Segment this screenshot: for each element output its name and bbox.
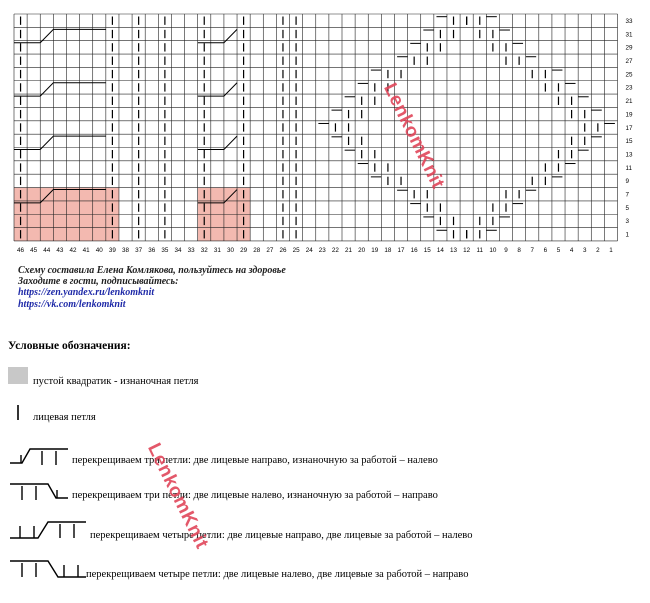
col-label: 1 bbox=[609, 246, 613, 254]
legend-item-purl: пустой квадратик - изнаночная петля bbox=[33, 376, 199, 387]
row-label: 21 bbox=[625, 98, 633, 106]
legend-empty-square-icon bbox=[8, 367, 28, 384]
knitting-chart bbox=[0, 0, 650, 260]
col-label: 18 bbox=[384, 246, 392, 254]
row-label: 33 bbox=[625, 17, 633, 25]
col-label: 6 bbox=[543, 246, 548, 254]
col-label: 30 bbox=[226, 246, 234, 254]
row-label: 7 bbox=[625, 191, 630, 199]
col-label: 42 bbox=[69, 246, 77, 254]
col-label: 10 bbox=[489, 246, 497, 254]
legend-item-cross3-right: перекрещиваем три петли: две лицевые направо, изнаночную за работой – налево bbox=[72, 455, 438, 466]
col-label: 46 bbox=[17, 246, 25, 254]
row-label: 23 bbox=[625, 84, 633, 92]
col-label: 9 bbox=[504, 246, 508, 254]
col-label: 5 bbox=[556, 246, 561, 254]
col-label: 28 bbox=[253, 246, 261, 254]
col-label: 38 bbox=[122, 246, 130, 254]
row-label: 15 bbox=[625, 138, 633, 146]
watermark-top: LenkomKnit bbox=[379, 80, 449, 193]
col-label: 11 bbox=[476, 246, 484, 254]
col-label: 24 bbox=[305, 246, 313, 254]
col-label: 4 bbox=[569, 246, 574, 254]
col-label: 31 bbox=[213, 246, 221, 254]
row-label: 9 bbox=[625, 178, 630, 186]
col-label: 15 bbox=[423, 246, 431, 254]
col-label: 36 bbox=[148, 246, 156, 254]
col-label: 19 bbox=[371, 246, 379, 254]
col-label: 27 bbox=[266, 246, 274, 254]
row-label: 11 bbox=[625, 164, 633, 172]
col-label: 7 bbox=[530, 246, 534, 254]
col-label: 29 bbox=[240, 246, 248, 254]
col-label: 40 bbox=[95, 246, 103, 254]
legend-title: Условные обозначения: bbox=[8, 340, 131, 352]
knit-stitch-icon bbox=[8, 403, 28, 423]
row-label: 17 bbox=[625, 124, 633, 132]
row-label: 3 bbox=[625, 218, 630, 226]
row-label: 5 bbox=[625, 204, 630, 212]
col-label: 17 bbox=[397, 246, 405, 254]
col-label: 20 bbox=[358, 246, 366, 254]
col-label: 2 bbox=[596, 246, 600, 254]
col-label: 14 bbox=[436, 246, 444, 254]
vk-link[interactable]: https://vk.com/lenkomknit bbox=[18, 298, 126, 310]
col-label: 26 bbox=[279, 246, 287, 254]
col-label: 3 bbox=[582, 246, 587, 254]
col-label: 44 bbox=[43, 246, 51, 254]
cross-four-left-icon bbox=[8, 555, 88, 581]
col-label: 23 bbox=[318, 246, 326, 254]
col-label: 21 bbox=[345, 246, 353, 254]
col-label: 25 bbox=[292, 246, 300, 254]
row-label: 29 bbox=[625, 44, 633, 52]
legend-item-cross4-left: перекрещиваем четыре петли: две лицевые налево, две лицевые за работой – направо bbox=[86, 569, 469, 580]
cross-three-left-icon bbox=[8, 478, 70, 504]
row-label: 13 bbox=[625, 151, 633, 159]
col-label: 45 bbox=[30, 246, 38, 254]
row-label: 25 bbox=[625, 71, 633, 79]
legend-item-cross3-left: перекрещиваем три петли: две лицевые налево, изнаночную за работой – направо bbox=[72, 490, 438, 501]
row-label: 1 bbox=[625, 231, 630, 239]
col-label: 16 bbox=[410, 246, 418, 254]
col-label: 43 bbox=[56, 246, 64, 254]
col-label: 8 bbox=[517, 246, 521, 254]
zen-link[interactable]: https://zen.yandex.ru/lenkomknit bbox=[18, 287, 155, 299]
col-label: 12 bbox=[463, 246, 471, 254]
col-label: 33 bbox=[187, 246, 195, 254]
col-label: 13 bbox=[450, 246, 458, 254]
cross-three-right-icon bbox=[8, 443, 70, 469]
watermark-bottom: LenkomKnit bbox=[143, 440, 213, 553]
col-label: 35 bbox=[161, 246, 169, 254]
col-label: 39 bbox=[108, 246, 116, 254]
credits-line-1: Схему составила Елена Комлякова, пользуйтесь на здоровье bbox=[18, 265, 286, 276]
col-label: 32 bbox=[200, 246, 208, 254]
col-label: 22 bbox=[331, 246, 339, 254]
col-label: 37 bbox=[135, 246, 143, 254]
col-label: 41 bbox=[82, 246, 90, 254]
credits-line-2: Заходите в гости, подписывайтесь: bbox=[18, 276, 179, 288]
row-label: 27 bbox=[625, 58, 633, 66]
row-label: 19 bbox=[625, 111, 633, 119]
legend-item-knit: лицевая петля bbox=[33, 412, 96, 423]
credits-block bbox=[18, 265, 286, 310]
row-label: 31 bbox=[625, 31, 633, 39]
col-label: 34 bbox=[174, 246, 182, 254]
cross-four-right-icon bbox=[8, 516, 88, 542]
legend-item-cross4-right: перекрещиваем четыре петли: две лицевые направо, две лицевые за работой – налево bbox=[90, 530, 473, 541]
